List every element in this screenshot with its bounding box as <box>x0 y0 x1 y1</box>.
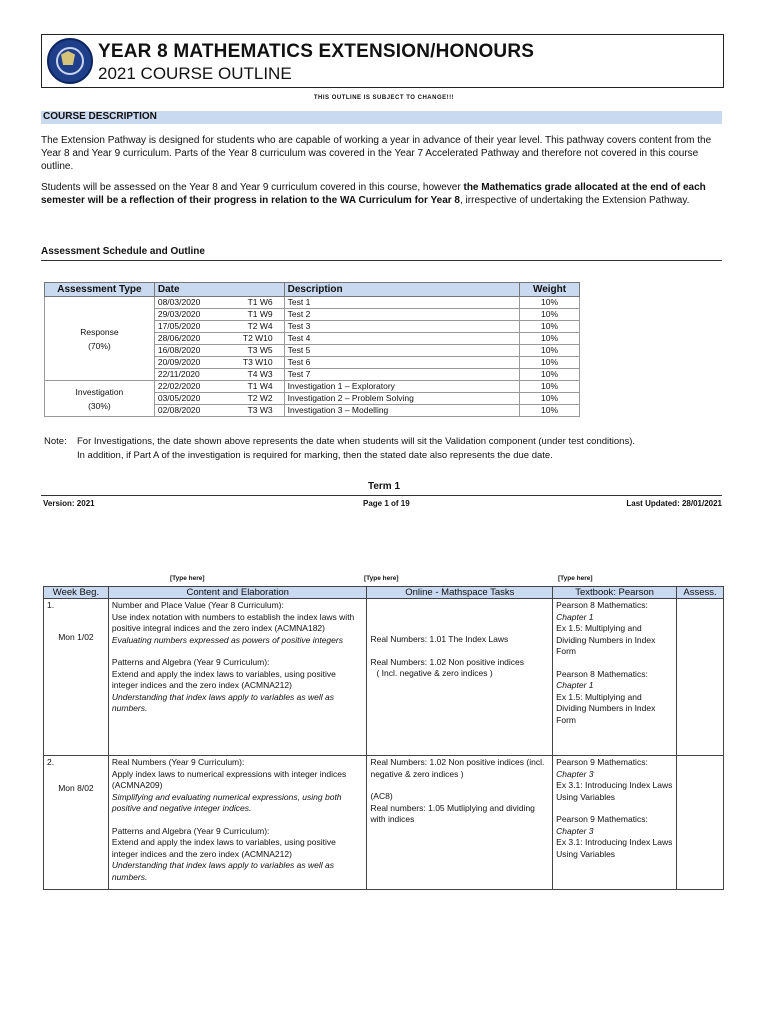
week-row-2 <box>44 756 724 890</box>
school-crest-icon <box>47 38 93 84</box>
table-row <box>45 381 580 393</box>
date-cell: 20/09/2020 T3 W10 <box>154 357 284 369</box>
footer-version: Version: 2021 <box>43 499 95 508</box>
date-cell: 28/06/2020 T2 W10 <box>154 333 284 345</box>
col-textbook: Textbook: Pearson <box>553 587 677 599</box>
assess-cell <box>677 756 724 890</box>
date-cell: 16/08/2020 T3 W5 <box>154 345 284 357</box>
page-subtitle: 2021 COURSE OUTLINE <box>98 64 292 83</box>
weight-cell: 10% <box>520 405 580 417</box>
description-paragraph-1: The Extension Pathway is designed for students who are capable of working a year in advance of their year level. This pathway covers content from the Year 8 and Year 9 curriculum. Parts of the Year 8 curriculum was covered in the Year 7 Accelerated Pathway and therefore not covered in this course outline. <box>41 135 712 172</box>
col-online: Online - Mathspace Tasks <box>367 587 553 599</box>
col-assess: Assess. <box>677 587 724 599</box>
online-cell: Real Numbers: 1.01 The Index Laws Real Numbers: 1.02 Non positive indices ( Incl. negative & zero indices ) <box>367 599 553 756</box>
header-box <box>41 34 724 88</box>
weight-cell: 10% <box>520 297 580 309</box>
description-cell: Test 4 <box>284 333 519 345</box>
description-cell: Investigation 3 – Modelling <box>284 405 519 417</box>
note-line-1: For Investigations, the date shown above represents the date when students will sit the Validation component (under test conditions). <box>77 436 636 447</box>
week-cell <box>44 599 109 756</box>
content-cell: Number and Place Value (Year 8 Curriculum): Use index notation with numbers to establish the index laws with positive integral indices and the zero index (ACMNA182) Evaluating numbers expressed as powers of positive integers Patterns and Algebra (Year 9 Curriculum): Extend and apply the index laws to variables, using positive integer indices and the zero index (ACMNA212) Understanding that index laws apply to variables as well as numbers. <box>108 599 367 756</box>
type-investigation: Investigation (30%) <box>45 381 155 417</box>
date-cell: 02/08/2020 T3 W3 <box>154 405 284 417</box>
date-cell: 03/05/2020 T2 W2 <box>154 393 284 405</box>
description-cell: Test 7 <box>284 369 519 381</box>
description-cell: Test 1 <box>284 297 519 309</box>
description-cell: Test 3 <box>284 321 519 333</box>
divider <box>41 260 722 261</box>
change-notice: THIS OUTLINE IS SUBJECT TO CHANGE!!! <box>313 95 455 101</box>
date-cell: 08/03/2020 T1 W6 <box>154 297 284 309</box>
footer-divider <box>41 495 722 496</box>
weekly-plan-table <box>43 586 724 890</box>
note-line-2: In addition, if Part A of the investigation is required for marking, then the stated date also represents the due date. <box>77 450 553 461</box>
textbook-cell: Pearson 8 Mathematics: Chapter 1 Ex 1.5: Multiplying and Dividing Numbers in Index Form Pearson 8 Mathematics: Chapter 1 Ex 1.5: Multiplying and Dividing Numbers in Index Form <box>553 599 677 756</box>
description-cell: Test 6 <box>284 357 519 369</box>
col-content: Content and Elaboration <box>108 587 367 599</box>
date-cell: 22/11/2020 T4 W3 <box>154 369 284 381</box>
col-assessment-type: Assessment Type <box>45 283 155 297</box>
footer-updated: Last Updated: 28/01/2021 <box>626 499 722 508</box>
term-heading: Term 1 <box>367 481 401 492</box>
week-date: Mon 1/02 <box>58 631 94 642</box>
col-week-beg: Week Beg. <box>44 587 109 599</box>
weight-cell: 10% <box>520 321 580 333</box>
weight-cell: 10% <box>520 333 580 345</box>
assessment-heading: Assessment Schedule and Outline <box>41 246 205 257</box>
description-cell: Investigation 2 – Problem Solving <box>284 393 519 405</box>
description-cell: Test 2 <box>284 309 519 321</box>
footer-page: Page 1 of 19 <box>363 499 410 508</box>
weight-cell: 10% <box>520 345 580 357</box>
date-cell: 22/02/2020 T1 W4 <box>154 381 284 393</box>
assessment-header-row <box>45 283 580 297</box>
placeholder-center[interactable]: [Type here] <box>364 575 399 582</box>
weekly-header-row <box>44 587 724 599</box>
weight-cell: 10% <box>520 309 580 321</box>
week-date: Mon 8/02 <box>58 782 94 793</box>
description-cell: Investigation 1 – Exploratory <box>284 381 519 393</box>
week-row-1 <box>44 599 724 756</box>
weight-cell: 10% <box>520 381 580 393</box>
course-description-bar <box>41 111 722 124</box>
assess-cell <box>677 599 724 756</box>
week-number: 2. <box>47 757 55 767</box>
weight-cell: 10% <box>520 369 580 381</box>
weight-cell: 10% <box>520 393 580 405</box>
description-paragraph-2: Students will be assessed on the Year 8 and Year 9 curriculum covered in this course, however the Mathematics grade allocated at the end of each semester will be a reflection of their progress in relation to the WA Curriculum for Year 8, irrespective of undertaking the Extension Pathway. <box>41 182 706 206</box>
description-cell: Test 5 <box>284 345 519 357</box>
date-cell: 29/03/2020 T1 W9 <box>154 309 284 321</box>
week-number: 1. <box>47 600 55 610</box>
content-cell: Real Numbers (Year 9 Curriculum): Apply index laws to numerical expressions with integer indices (ACMNA209) Simplifying and evaluating numerical expressions, using both positive and negative integer indices. Patterns and Algebra (Year 9 Curriculum): Extend and apply the index laws to variables, using positive integer indices and the zero index (ACMNA212) Understanding that index laws apply to variables as well as numbers. <box>108 756 367 890</box>
week-cell <box>44 756 109 890</box>
investigation-note <box>44 435 724 463</box>
col-weight: Weight <box>520 283 580 297</box>
online-cell: Real Numbers: 1.02 Non positive indices (incl. negative & zero indices ) (AC8) Real numbers: 1.05 Mutliplying and dividing with indices <box>367 756 553 890</box>
course-description-heading: COURSE DESCRIPTION <box>43 111 157 122</box>
col-description: Description <box>284 283 519 297</box>
table-row <box>45 297 580 309</box>
date-cell: 17/05/2020 T2 W4 <box>154 321 284 333</box>
page-title: YEAR 8 MATHEMATICS EXTENSION/HONOURS <box>98 41 535 62</box>
col-date: Date <box>154 283 284 297</box>
type-response: Response (70%) <box>45 297 155 381</box>
assessment-table <box>44 282 580 417</box>
textbook-cell: Pearson 9 Mathematics: Chapter 3 Ex 3.1: Introducing Index Laws Using Variables Pearson 9 Mathematics: Chapter 3 Ex 3.1: Introducing Index Laws Using Variables <box>553 756 677 890</box>
placeholder-left[interactable]: [Type here] <box>170 575 205 582</box>
placeholder-right[interactable]: [Type here] <box>558 575 593 582</box>
note-label: Note: <box>44 436 67 447</box>
weight-cell: 10% <box>520 357 580 369</box>
